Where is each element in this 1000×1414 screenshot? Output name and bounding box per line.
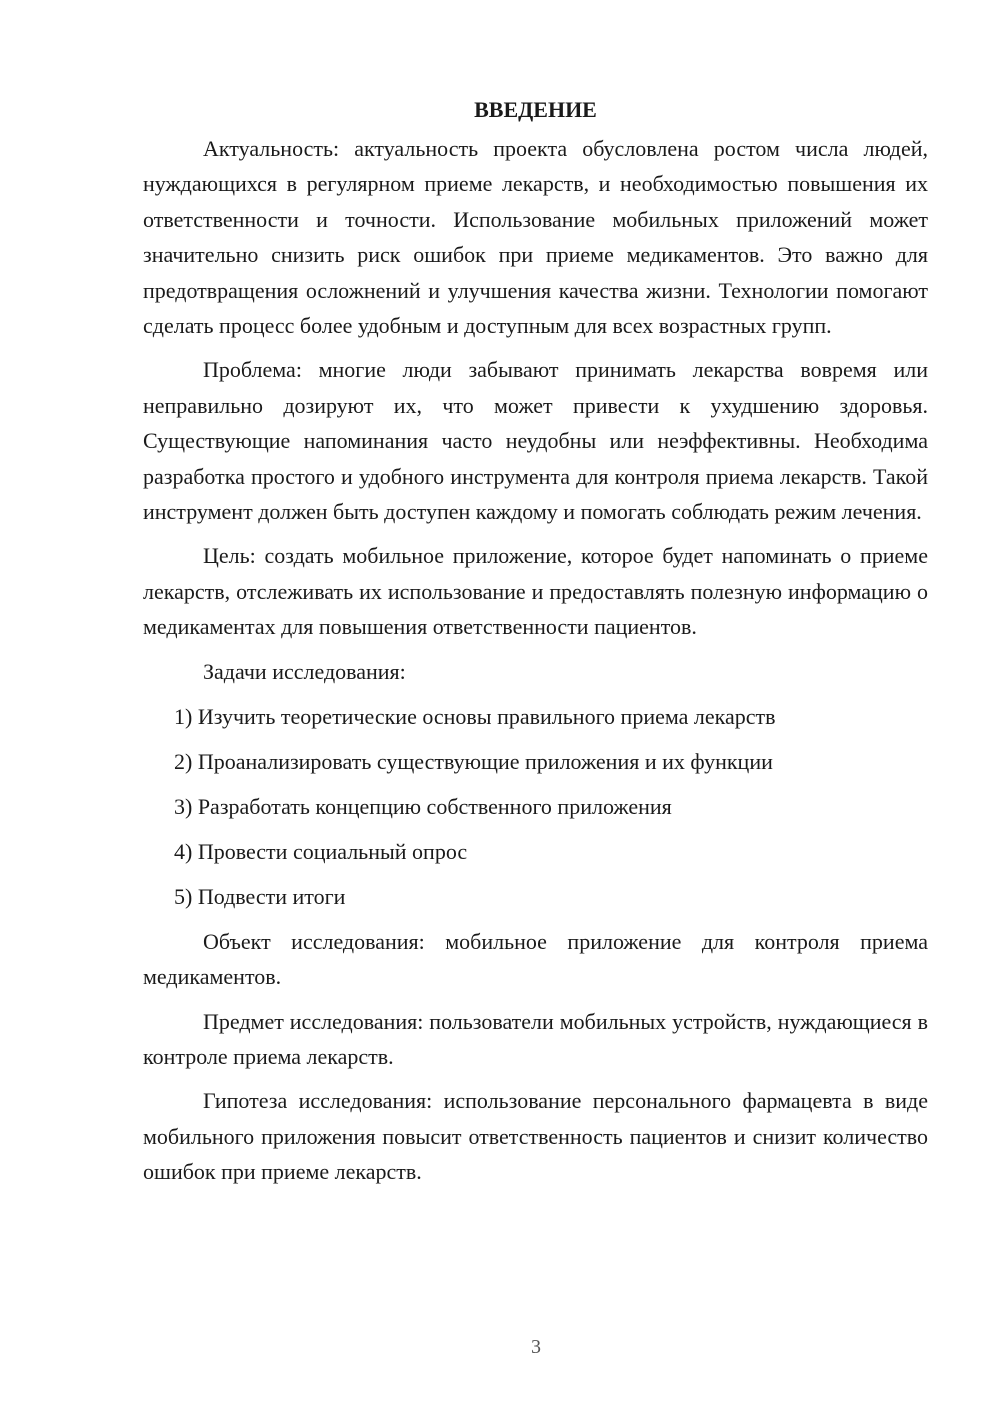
goal-paragraph: Цель: создать мобильное приложение, которое будет напоминать о приеме лекарств, отслеживать их использование и предоставлять полезную информацию о медикаментах для повышения ответственности пациентов. <box>143 543 928 640</box>
task-item: 4) Провести социальный опрос <box>174 838 468 864</box>
hypothesis-paragraph: Гипотеза исследования: использование персонального фармацевта в виде мобильного приложения повысит ответственность пациентов и снизит количество ошибок при приеме лекарств. <box>143 1088 928 1185</box>
page-title: ВВЕДЕНИЕ <box>474 97 597 122</box>
subject-paragraph: Предмет исследования: пользователи мобильных устройств, нуждающиеся в контроле приема лекарств. <box>143 1008 928 1069</box>
relevance-paragraph: Актуальность: актуальность проекта обусловлена ростом числа людей, нуждающихся в регулярном приеме лекарств, и необходимостью повышения их ответственности и точности. Использование мобильных приложений может значительно снизить риск ошибок при приеме медикаментов. Это важно для предотвращения осложнений и улучшения качества жизни. Технологии помогают сделать процесс более удобным и доступным для всех возрастных групп. <box>143 136 928 339</box>
document-page <box>143 95 928 1199</box>
tasks-list <box>143 699 928 914</box>
task-item: 2) Проанализировать существующие приложения и их функции <box>174 748 773 774</box>
problem-paragraph: Проблема: многие люди забывают принимать лекарства вовремя или неправильно дозируют их, что может привести к ухудшению здоровья. Существующие напоминания часто неудобны или неэффективны. Необходима разработка простого и удобного инструмента для контроля приема лекарств. Такой инструмент должен быть доступен каждому и помогать соблюдать режим лечения. <box>143 357 928 525</box>
task-item: 1) Изучить теоретические основы правильного приема лекарств <box>174 703 776 729</box>
object-paragraph: Объект исследования: мобильное приложение для контроля приема медикаментов. <box>143 928 928 990</box>
page-number: 3 <box>531 1336 541 1358</box>
task-item: 3) Разработать концепцию собственного приложения <box>174 793 672 819</box>
task-item: 5) Подвести итоги <box>174 883 346 909</box>
tasks-heading: Задачи исследования: <box>203 658 406 684</box>
